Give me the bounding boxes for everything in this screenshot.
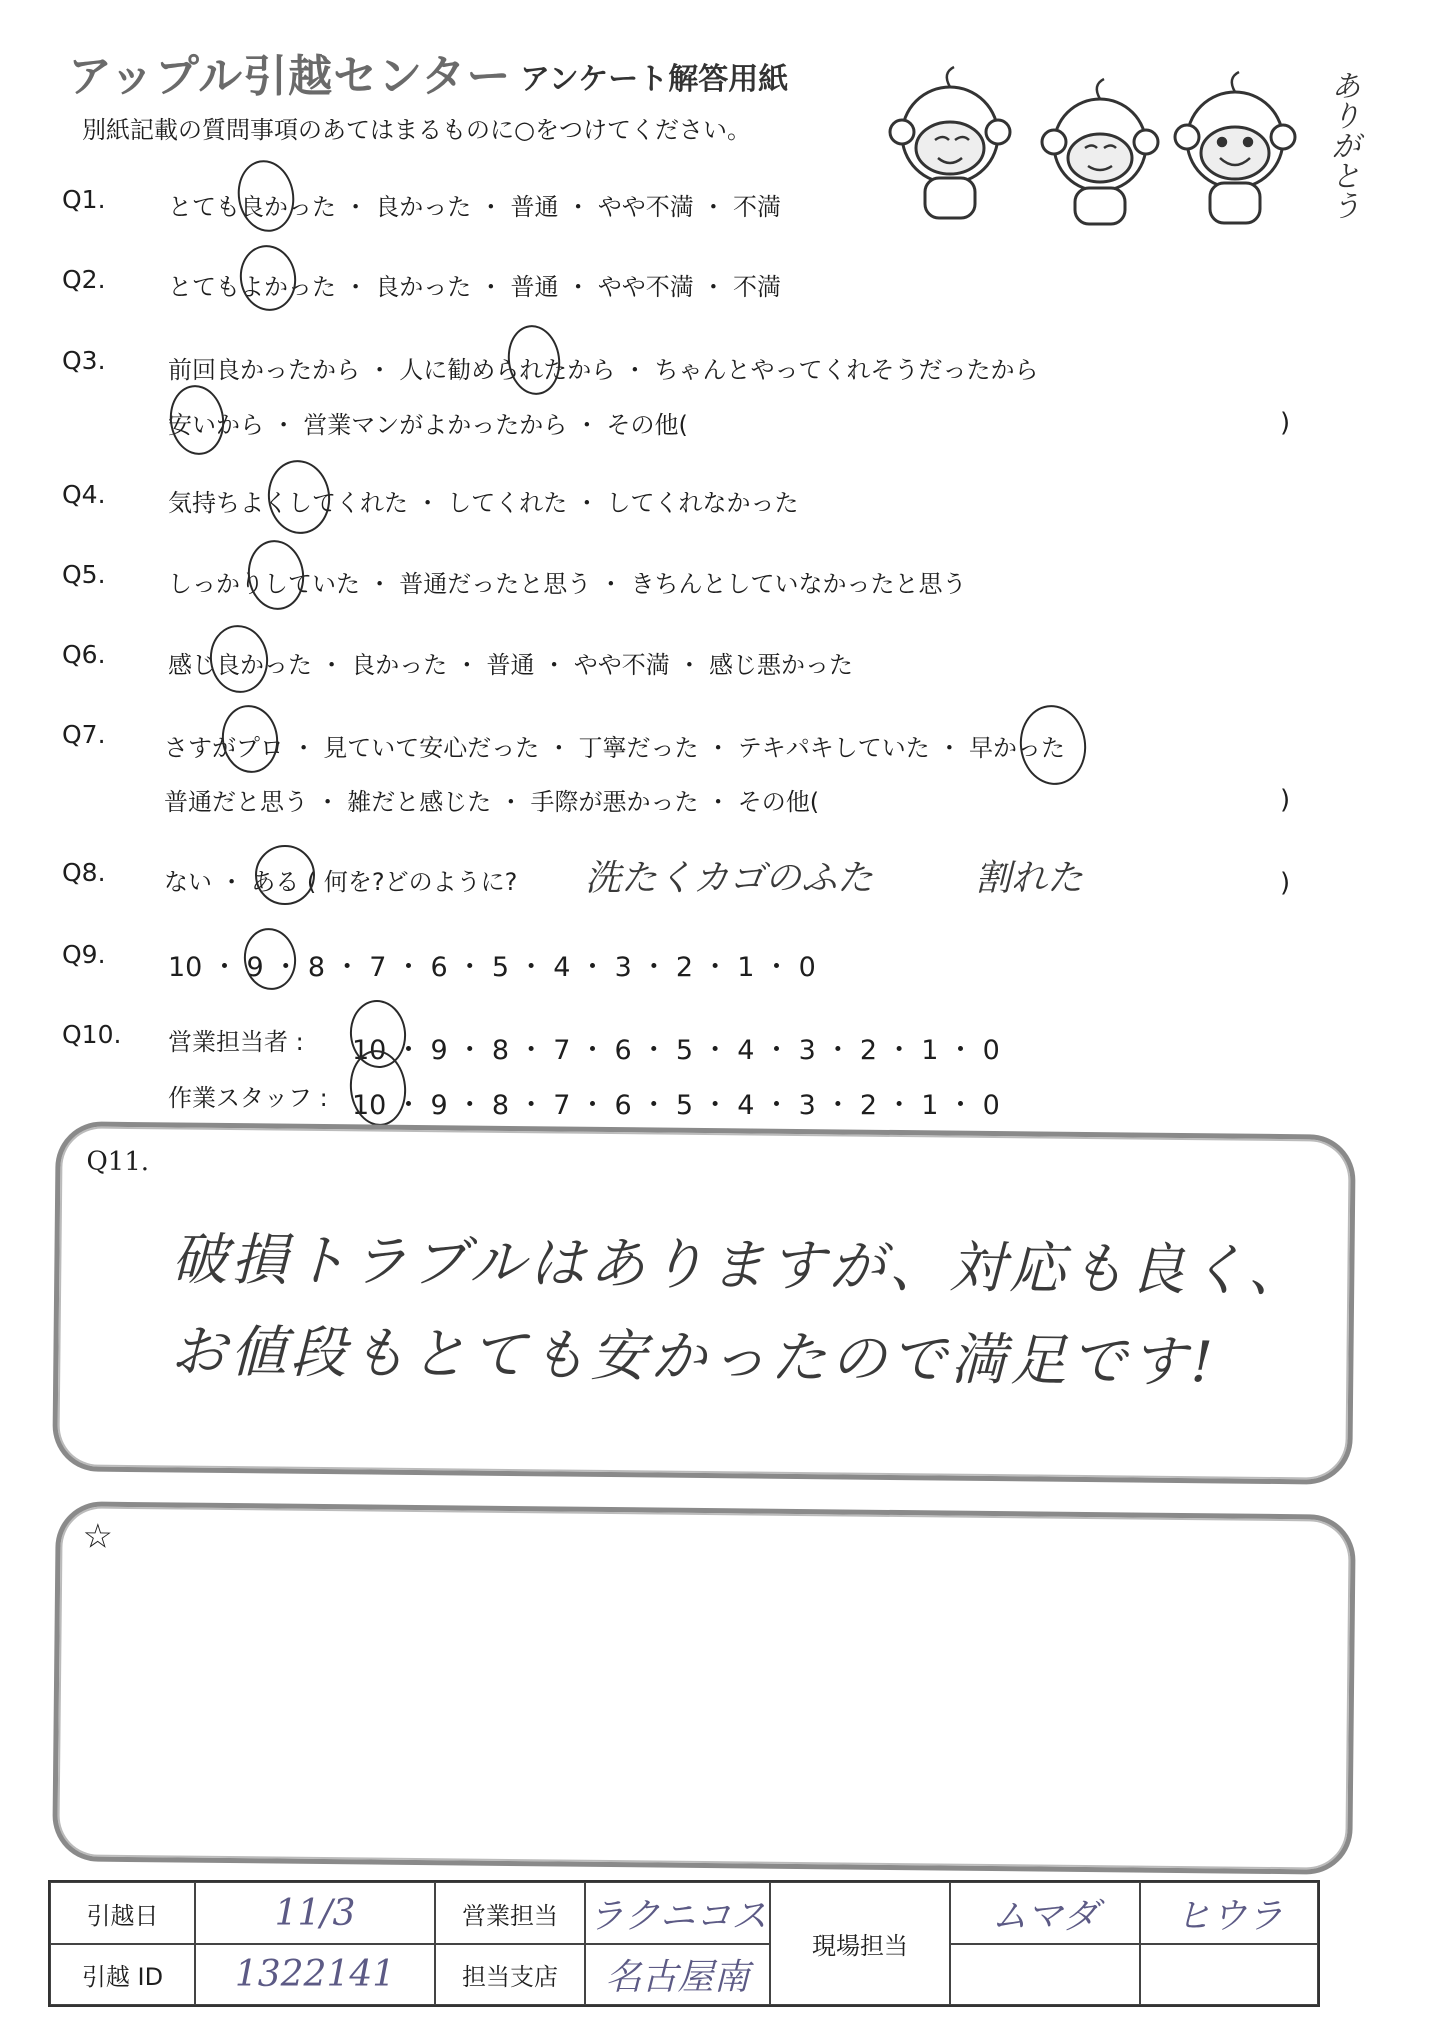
move-date-label: 引越日 [50, 1882, 195, 1944]
q8-handwritten-answer-2: 割れた [975, 858, 1084, 899]
q10-sales-label: 営業担当者 : [168, 1028, 304, 1056]
q3-options-line1: 前回良かったから ・ 人に勧められたから ・ ちゃんとやってくれそうだったから [168, 356, 1039, 384]
move-id-label: 引越 ID [50, 1944, 195, 2005]
q9-label: Q9. [62, 940, 106, 969]
q3-label: Q3. [62, 346, 106, 375]
star-icon: ☆ [82, 1516, 114, 1557]
q7-label: Q7. [62, 720, 106, 749]
q10-sales-scale: 10 ・ 9 ・ 8 ・ 7 ・ 6 ・ 5 ・ 4 ・ 3 ・ 2 ・ 1 ・ 0 [352, 1035, 1000, 1066]
star-comment-box [52, 1501, 1356, 1875]
monkey-mascots-illustration [880, 60, 1350, 230]
sales-rep-value: ラクニコス [585, 1882, 770, 1944]
q8-label: Q8. [62, 858, 106, 887]
q10-staff-label: 作業スタッフ : [168, 1084, 328, 1112]
q5-answer-circle [243, 536, 308, 613]
q7-options-line2: 普通だと思う ・ 雑だと感じた ・ 手際が悪かった ・ その他( [164, 788, 820, 816]
instruction-text: 別紙記載の質問事項のあてはまるものに○をつけてください。 [82, 116, 751, 144]
company-title: アップル引越センター [68, 51, 512, 102]
q8-handwritten-answer-1: 洗たくカゴのふた [585, 858, 874, 899]
site-staff-value-1: ムマダ [950, 1882, 1140, 1944]
site-staff-label: 現場担当 [770, 1882, 950, 2005]
move-id-value: 1322141 [195, 1944, 435, 2005]
sales-rep-label: 営業担当 [435, 1882, 585, 1944]
q7-answer-circle-1 [218, 701, 283, 776]
q3-answer-circle-2 [165, 382, 228, 459]
q6-answer-circle [206, 621, 273, 696]
move-date-value: 11/3 [195, 1882, 435, 1944]
q1-answer-circle [232, 156, 300, 237]
q3-close-paren: ) [1280, 408, 1291, 438]
q9-scale: 10 ・ 9 ・ 8 ・ 7 ・ 6 ・ 5 ・ 4 ・ 3 ・ 2 ・ 1 ・ 0 [168, 952, 816, 983]
mascot-thanks-text: ありがとう [1325, 70, 1360, 220]
q1-label: Q1. [62, 185, 106, 214]
q7-options-line1: さすがプロ ・ 見ていて安心だった ・ 丁寧だった ・ テキパキしていた ・ 早かった [164, 734, 1066, 762]
q3-options-line2: 安いから ・ 営業マンがよかったから ・ その他( [168, 411, 688, 439]
footer-info-table [48, 1880, 1320, 2007]
q6-label: Q6. [62, 640, 106, 669]
q4-options: 気持ちよくしてくれた ・ してくれた ・ してくれなかった [168, 489, 799, 517]
q4-answer-circle [263, 456, 335, 538]
q2-options: とてもよかった ・ 良かった ・ 普通 ・ やや不満 ・ 不満 [168, 273, 782, 301]
q4-label: Q4. [62, 480, 106, 509]
branch-label: 担当支店 [435, 1944, 585, 2005]
q5-options: しっかりしていた ・ 普通だったと思う ・ きちんとしていなかったと思う [168, 570, 967, 598]
site-staff-value-2: ヒウラ [1140, 1882, 1318, 1944]
q8-options: ない ・ ある ( 何を?どのように? [164, 868, 518, 896]
q11-label: Q11. [86, 1146, 150, 1178]
q3-answer-circle-1 [503, 322, 564, 399]
q11-comment-line1: 破損トラブルはありますが、対応も良く、 [171, 1227, 1309, 1305]
form-title: アンケート解答用紙 [520, 62, 789, 97]
q11-comment-box [52, 1121, 1356, 1485]
q2-label: Q2. [62, 265, 106, 294]
q1-options: とても良かった ・ 良かった ・ 普通 ・ やや不満 ・ 不満 [168, 193, 782, 221]
site-staff-empty-cell-1 [950, 1944, 1140, 2005]
q7-answer-circle-2 [1015, 701, 1091, 789]
site-staff-empty-cell-2 [1140, 1944, 1318, 2005]
q11-comment-line2: お値段もとても安かったので満足です! [170, 1319, 1218, 1396]
q10-label: Q10. [62, 1020, 122, 1049]
q2-answer-circle [235, 241, 302, 316]
q6-options: 感じ良かった ・ 良かった ・ 普通 ・ やや不満 ・ 感じ悪かった [168, 651, 854, 679]
branch-value: 名古屋南 [585, 1944, 770, 2005]
q8-answer-circle [255, 845, 315, 905]
q5-label: Q5. [62, 560, 106, 589]
q10-staff-scale: 10 ・ 9 ・ 8 ・ 7 ・ 6 ・ 5 ・ 4 ・ 3 ・ 2 ・ 1 ・ 0 [352, 1090, 1000, 1121]
q8-close-paren: ) [1280, 868, 1291, 898]
q7-close-paren: ) [1280, 785, 1291, 815]
